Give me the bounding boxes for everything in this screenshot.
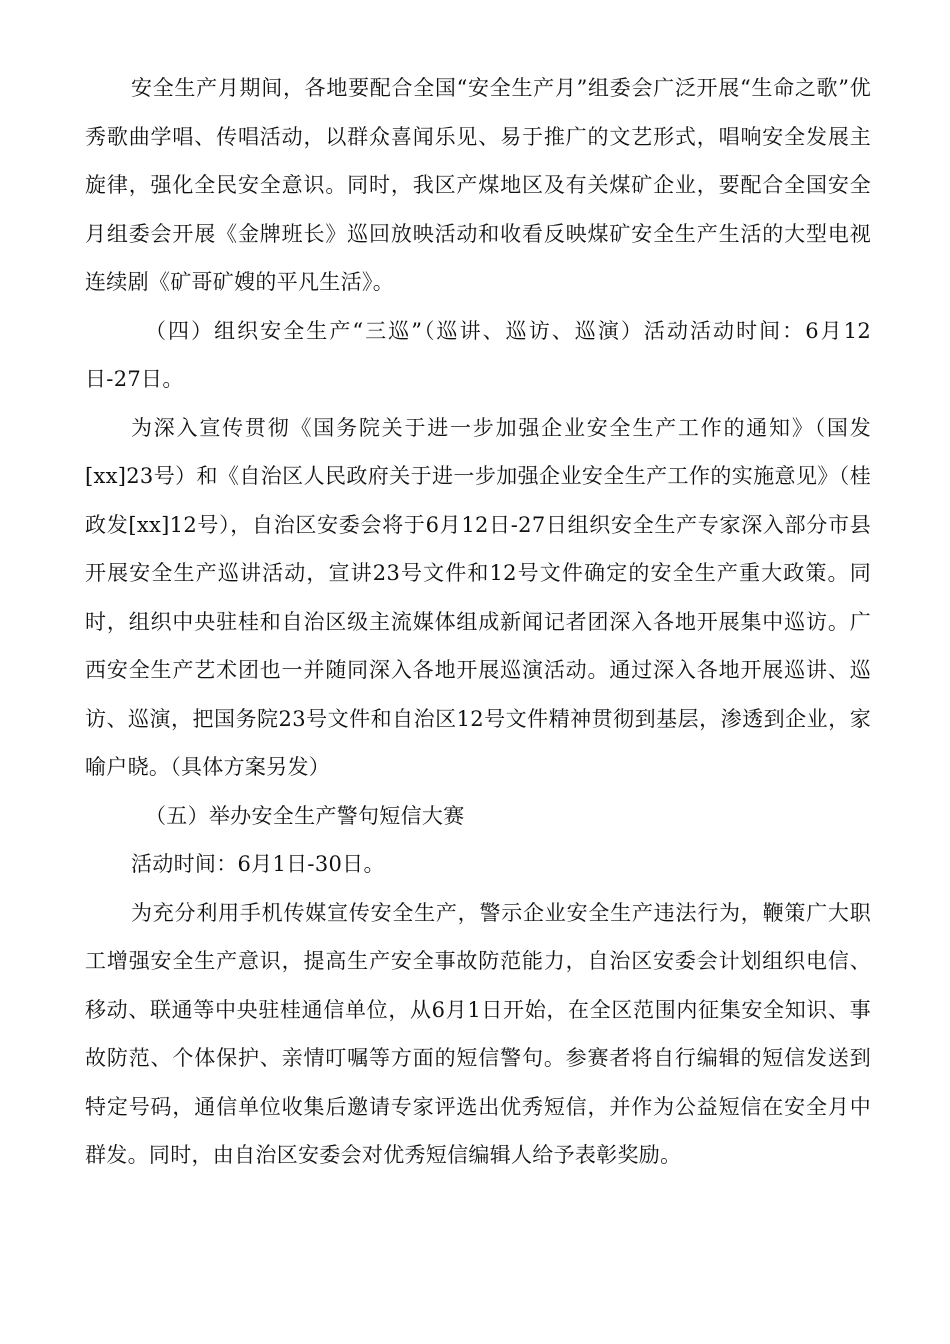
paragraph-sms-contest: 为充分利用手机传媒宣传安全生产，警示企业安全生产违法行为，鞭策广大职工增强安全生产意识，提高生产安全事故防范能力，自治区安委会计划组织电信、移动、联通等中央驻桂通信单位，从6月1日开始，在全区范围内征集安全知识、事故防范、个体保护、亲情叮嘱等方面的短信警句。参赛者将自行编辑的短信发送到特定号码，通信单位收集后邀请专家评选出优秀短信，并作为公益短信在安全月中群发。同时，由自治区安委会对优秀短信编辑人给予表彰奖励。 — [85, 900, 871, 1167]
paragraph-three-tours: 为深入宣传贯彻《国务院关于进一步加强企业安全生产工作的通知》（国发[xx]23号）和《自治区人民政府关于进一步加强企业安全生产工作的实施意见》（桂政发[xx]12号），自治区安委会将于6月12日-27日组织安全生产专家深入部分市县开展安全生产巡讲活动，宣讲23号文件和12号文件确定的安全生产重大政策。同时，组织中央驻桂和自治区级主流媒体组成新闻记者团深入各地开展集中巡访。广西安全生产艺术团也一并随同深入各地开展巡演活动。通过深入各地开展巡讲、巡访、巡演，把国务院23号文件和自治区12号文件精神贯彻到基层，渗透到企业，家喻户晓。（具体方案另发） — [85, 415, 871, 779]
heading-section-four: （四）组织安全生产“三巡”（巡讲、巡访、巡演）活动活动时间：6月12日-27日。 — [85, 318, 871, 391]
document-page — [85, 64, 871, 1180]
paragraph-song-activity: 安全生产月期间，各地要配合全国“安全生产月”组委会广泛开展“生命之歌”优秀歌曲学唱、传唱活动，以群众喜闻乐见、易于推广的文艺形式，唱响安全发展主旋律，强化全民安全意识。同时，我区产煤地区及有关煤矿企业，要配合全国安全月组委会开展《金牌班长》巡回放映活动和收看反映煤矿安全生产生活的大型电视连续剧《矿哥矿嫂的平凡生活》。 — [85, 76, 871, 294]
activity-time-line: 活动时间：6月1日-30日。 — [131, 852, 385, 876]
heading-section-five: （五）举办安全生产警句短信大赛 — [145, 803, 465, 828]
